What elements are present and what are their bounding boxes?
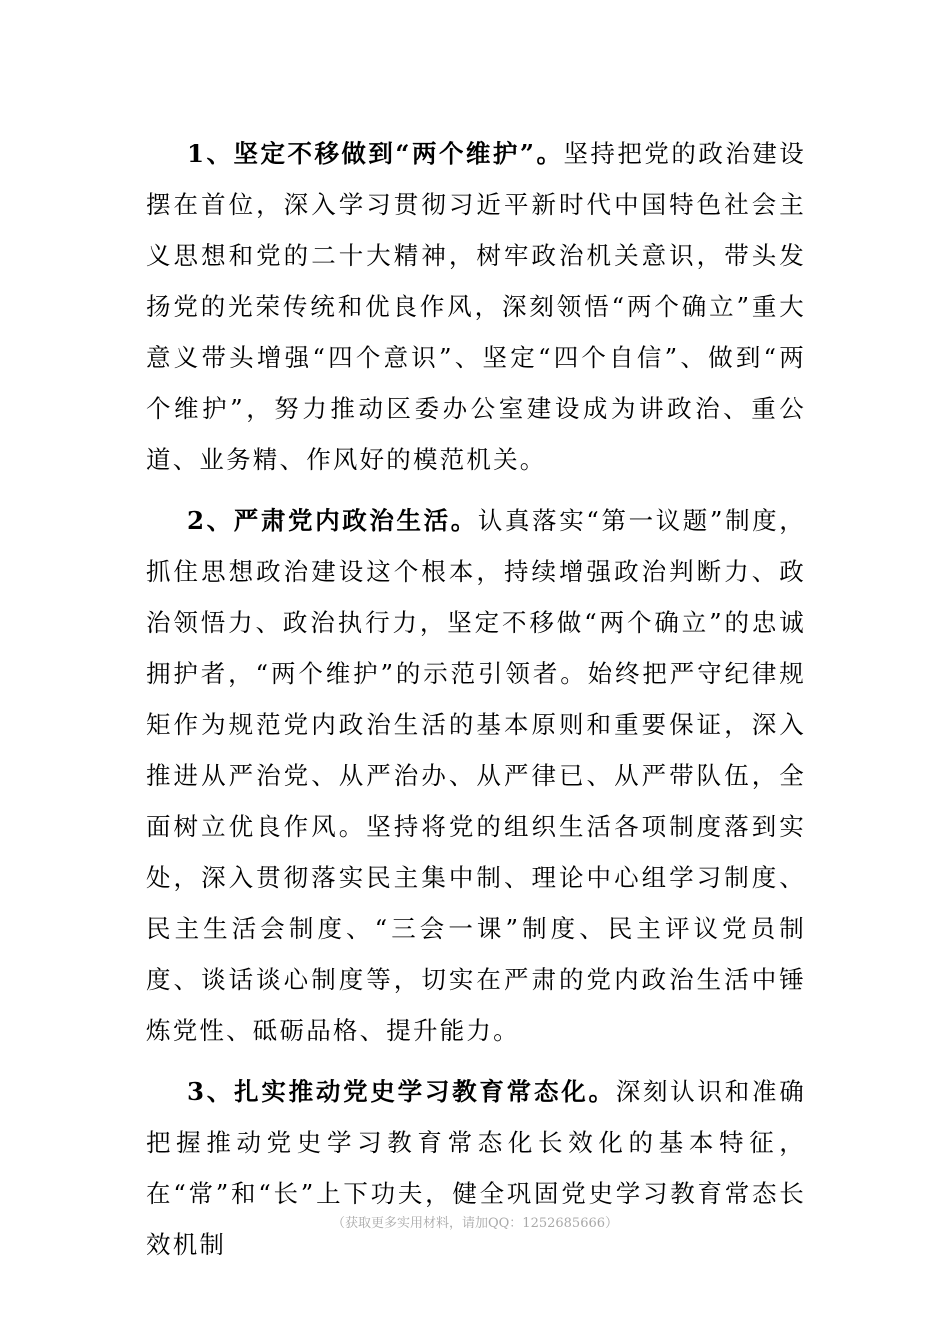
paragraph-3-heading: 3、扎实推动党史学习教育常态化。: [187, 1077, 616, 1106]
paragraph-1: [146, 128, 806, 485]
paragraph-1-heading: 1、坚定不移做到“两个维护”。: [187, 139, 564, 168]
paragraph-2: [146, 495, 806, 1056]
paragraph-3-text: 深刻认识和准确把握推动党史学习教育常态化长效化的基本特征，在“常”和“长”上下功夫，健全巩固党史学习教育常态长效机制: [146, 1077, 807, 1259]
paragraph-1-text: 坚持把党的政治建设摆在首位，深入学习贯彻习近平新时代中国特色社会主义思想和党的二十大精神，树牢政治机关意识，带头发扬党的光荣传统和优良作风，深刻领悟“两个确立”重大意义带头增强“四个意识”、坚定“四个自信”、做到“两个维护”，努力推动区委办公室建设成为讲政治、重公道、业务精、作风好的模范机关。: [146, 139, 806, 474]
footer-note: （获取更多实用材料，请加QQ：1252685666）: [331, 1216, 619, 1231]
paragraph-2-text: 认真落实“第一议题”制度，抓住思想政治建设这个根本，持续增强政治判断力、政治领悟力、政治执行力，坚定不移做“两个确立”的忠诚拥护者，“两个维护”的示范引领者。始终把严守纪律规矩作为规范党内政治生活的基本原则和重要保证，深入推进从严治党、从严治办、从严律已、从严带队伍，全面树立优良作风。坚持将党的组织生活各项制度落到实处，深入贯彻落实民主集中制、理论中心组学习制度、民主生活会制度、“三会一课”制度、民主评议党员制度、谈话谈心制度等，切实在严肃的党内政治生活中锤炼党性、砥砺品格、提升能力。: [146, 506, 806, 1045]
document-body: [146, 128, 806, 1280]
paragraph-2-heading: 2、严肃党内政治生活。: [187, 506, 478, 535]
paragraph-3: [146, 1066, 806, 1270]
